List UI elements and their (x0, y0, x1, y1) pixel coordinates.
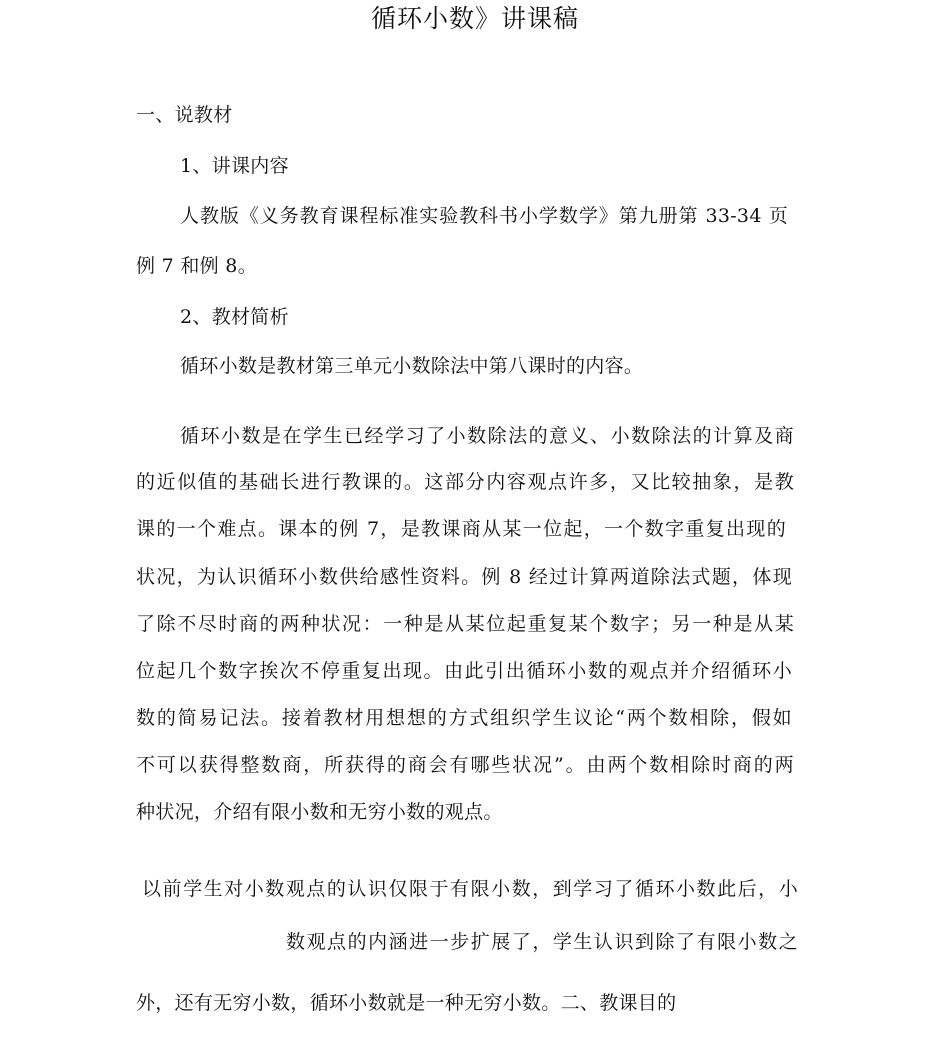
document-title: 循环小数》讲课稿 (370, 4, 579, 33)
paragraph-line: 不可以获得整数商，所获得的商会有哪些状况”。由两个数相除时商的两 (136, 754, 794, 776)
paragraph-line: 位起几个数字挨次不停重复出现。由此引出循环小数的观点并介绍循环小 (136, 660, 792, 682)
subsection-heading: 2、教材简析 (180, 306, 289, 328)
paragraph-line: 的近似值的基础长进行教课的。这部分内容观点许多，又比较抽象，是教 (136, 471, 794, 493)
paragraph-line: 种状况，介绍有限小数和无穷小数的观点。 (136, 801, 503, 823)
paragraph-line: 循环小数是教材第三单元小数除法中第八课时的内容。 (180, 355, 644, 377)
subsection-heading: 1、讲课内容 (180, 155, 289, 177)
paragraph-line: 以前学生对小数观点的认识仅限于有限小数，到学习了循环小数此后，小 (142, 878, 798, 900)
paragraph-line: 课的一个难点。课本的例 7，是教课商从某一位起，一个数字重复出现的 (136, 518, 786, 540)
paragraph-line: 人教版《义务教育课程标准实验教科书小学数学》第九册第 33-34 页 (180, 205, 788, 227)
paragraph-line: 例 7 和例 8。 (136, 255, 257, 277)
paragraph-line: 数观点的内涵进一步扩展了，学生认识到除了有限小数之 (286, 931, 798, 953)
paragraph-line: 了除不尽时商的两种状况：一种是从某位起重复某个数字；另一种是从某 (136, 613, 794, 635)
paragraph-line: 外，还有无穷小数，循环小数就是一种无穷小数。二、教课目的 (136, 992, 677, 1014)
section-heading: 一、说教材 (136, 104, 233, 126)
paragraph-line: 状况，为认识循环小数供给感性资料。例 8 经过计算两道除法式题，体现 (136, 566, 792, 588)
paragraph-line: 循环小数是在学生已经学习了小数除法的意义、小数除法的计算及商 (180, 425, 794, 447)
paragraph-line: 数的简易记法。接着教材用想想的方式组织学生议论“两个数相除，假如 (136, 707, 792, 729)
